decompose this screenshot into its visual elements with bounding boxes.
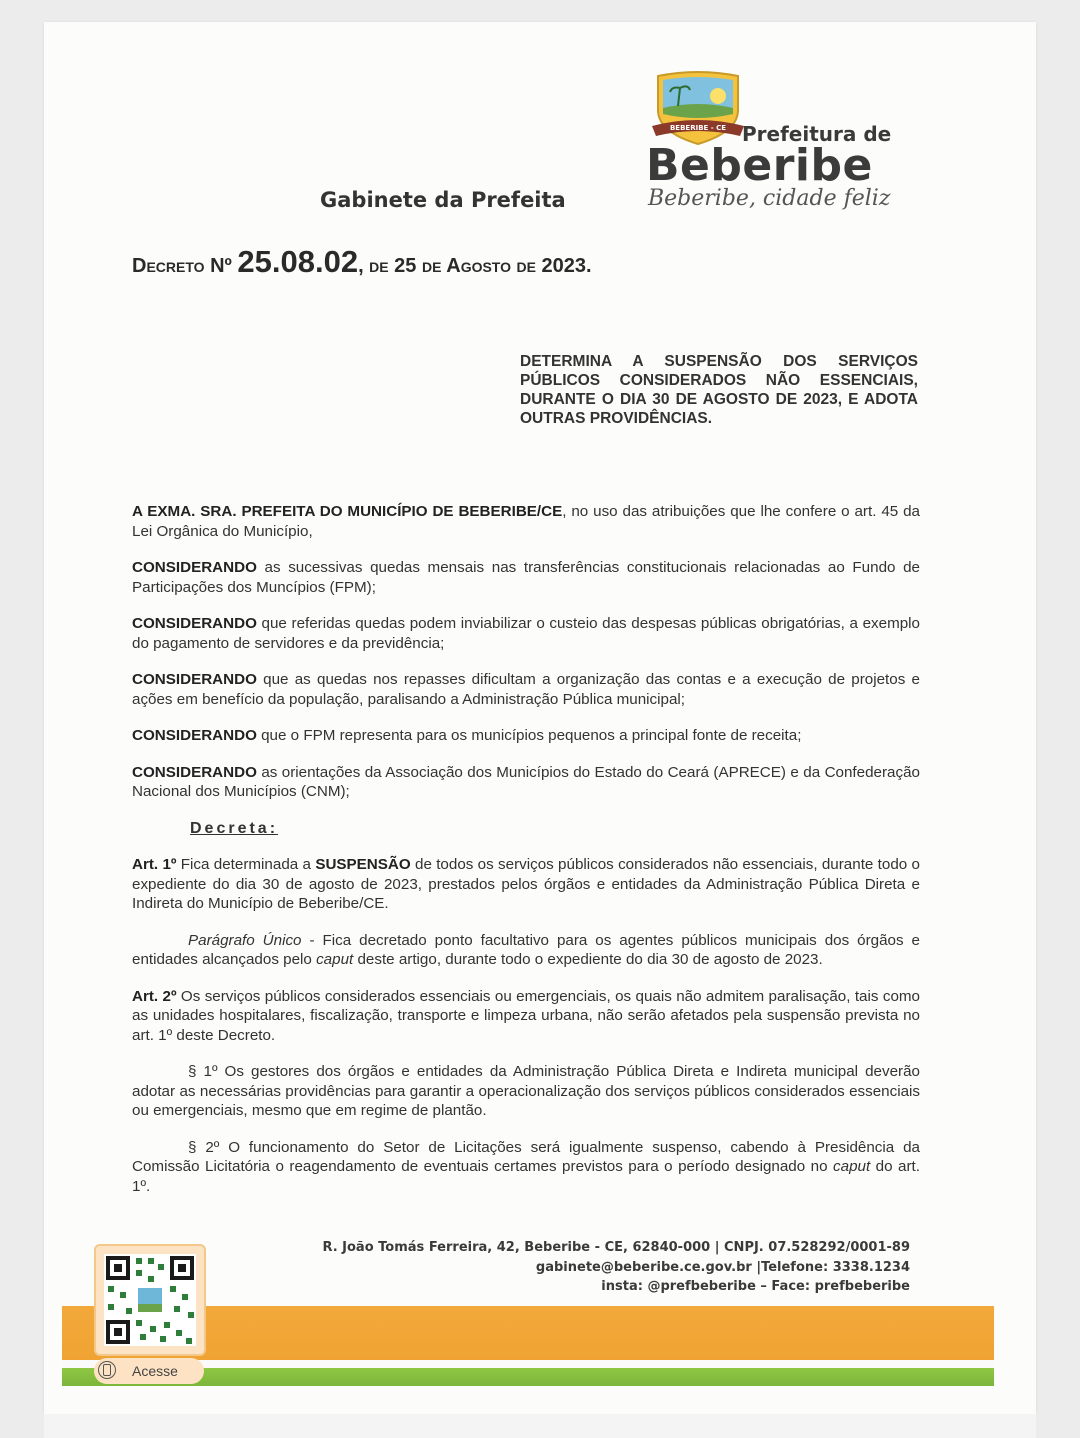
decreta-heading: Decreta: xyxy=(190,819,279,837)
article-2: Art. 2º Os serviços públicos considerados essenciais ou emergenciais, os quais não admitem paralisação, tais como as unidades hospitalares, fiscalização, transporte e limpeza urbana, não serão afetados pela suspensão prevista no art. 1º deste Decreto. xyxy=(132,987,920,1044)
prefeitura-logo xyxy=(644,70,944,220)
crest-ribbon-text: BEBERIBE - CE xyxy=(669,124,727,132)
acesse-link[interactable] xyxy=(94,1358,204,1384)
city-slogan: Beberibe, cidade feliz xyxy=(648,186,891,211)
footer-address: R. João Tomás Ferreira, 42, Beberibe - CE, 62840-000 | CNPJ. 07.528292/0001-89 xyxy=(322,1240,910,1255)
decree-title xyxy=(132,244,592,280)
article-1: Art. 1º Fica determinada a SUSPENSÃO de todos os serviços públicos considerados não essenciais, durante todo o expediente do dia 30 de agosto de 2023, prestados pelos órgãos e entidades da Administração Pública Direta e Indireta do Município de Beberibe/CE. xyxy=(132,856,920,912)
paragraph-2: § 2º O funcionamento do Setor de Licitações será igualmente suspenso, cabendo à Presidência da Comissão Licitatória o reagendamento de eventuais certames previstos para o período designado no caput do art. 1º. xyxy=(132,1138,920,1195)
considerando-4: CONSIDERANDO que o FPM representa para os municípios pequenos a principal fonte de receita; xyxy=(132,727,802,744)
municipal-crest-icon xyxy=(650,70,746,148)
page-bottom-edge xyxy=(44,1414,1036,1438)
prefeitura-de-label: Prefeitura de xyxy=(742,122,892,146)
paragraph-1: § 1º Os gestores dos órgãos e entidades da Administração Pública Direta e Indireta municipal deverão adotar as necessárias providências para garantir a operacionalização dos serviços públicos considerados essenciais ou emergenciais, mesmo que em regime de plantão. xyxy=(132,1063,920,1119)
considerando-3: CONSIDERANDO que as quedas nos repasses dificultam a organização das contas e a execução de projetos e ações em benefício da população, paralisando a Administração Pública municipal; xyxy=(132,671,920,708)
qr-code-card[interactable] xyxy=(94,1244,206,1356)
gabinete-heading: Gabinete da Prefeita xyxy=(320,188,566,212)
preamble: A EXMA. SRA. PREFEITA DO MUNICÍPIO DE BEBERIBE/CE, no uso das atribuições que lhe confere o art. 45 da Lei Orgânica do Município, xyxy=(132,503,920,540)
footer-contact xyxy=(322,1238,910,1297)
footer-social: insta: @prefbeberibe – Face: prefbeberibe xyxy=(601,1279,910,1294)
phone-icon xyxy=(98,1361,116,1379)
decree-body xyxy=(132,502,920,1213)
title-prefix: Decreto Nº xyxy=(132,255,238,277)
footer-email-phone: gabinete@beberibe.ce.gov.br |Telefone: 3338.1234 xyxy=(535,1259,910,1275)
qr-code-icon xyxy=(104,1254,196,1346)
city-name: Beberibe xyxy=(646,140,873,191)
acesse-label: Acesse xyxy=(132,1363,178,1379)
decree-number: 25.08.02 xyxy=(237,244,359,279)
decree-summary: DETERMINA A SUSPENSÃO DOS SERVIÇOS PÚBLICOS CONSIDERADOS NÃO ESSENCIAIS, DURANTE O DIA 30 DE AGOSTO DE 2023, E ADOTA OUTRAS PROVIDÊNCIAS. xyxy=(520,353,918,427)
considerando-2: CONSIDERANDO que referidas quedas podem inviabilizar o custeio das despesas públicas obrigatórias, a exemplo do pagamento de servidores e da previdência; xyxy=(132,615,920,652)
document-page xyxy=(44,22,1036,1414)
title-suffix: , de 25 de Agosto de 2023. xyxy=(358,255,592,277)
considerando-1: CONSIDERANDO as sucessivas quedas mensais nas transferências constitucionais relacionadas ao Fundo de Participações dos Muncípios (FPM); xyxy=(132,559,920,596)
paragrafo-unico: Parágrafo Único - Fica decretado ponto facultativo para os agentes públicos municipais dos órgãos e entidades alcançados pelo caput deste artigo, durante todo o expediente do dia 30 de agosto de 2023. xyxy=(132,931,920,968)
considerando-5: CONSIDERANDO as orientações da Associação dos Municípios do Estado do Ceará (APRECE) e da Confederação Nacional dos Municípios (CNM); xyxy=(132,763,920,800)
